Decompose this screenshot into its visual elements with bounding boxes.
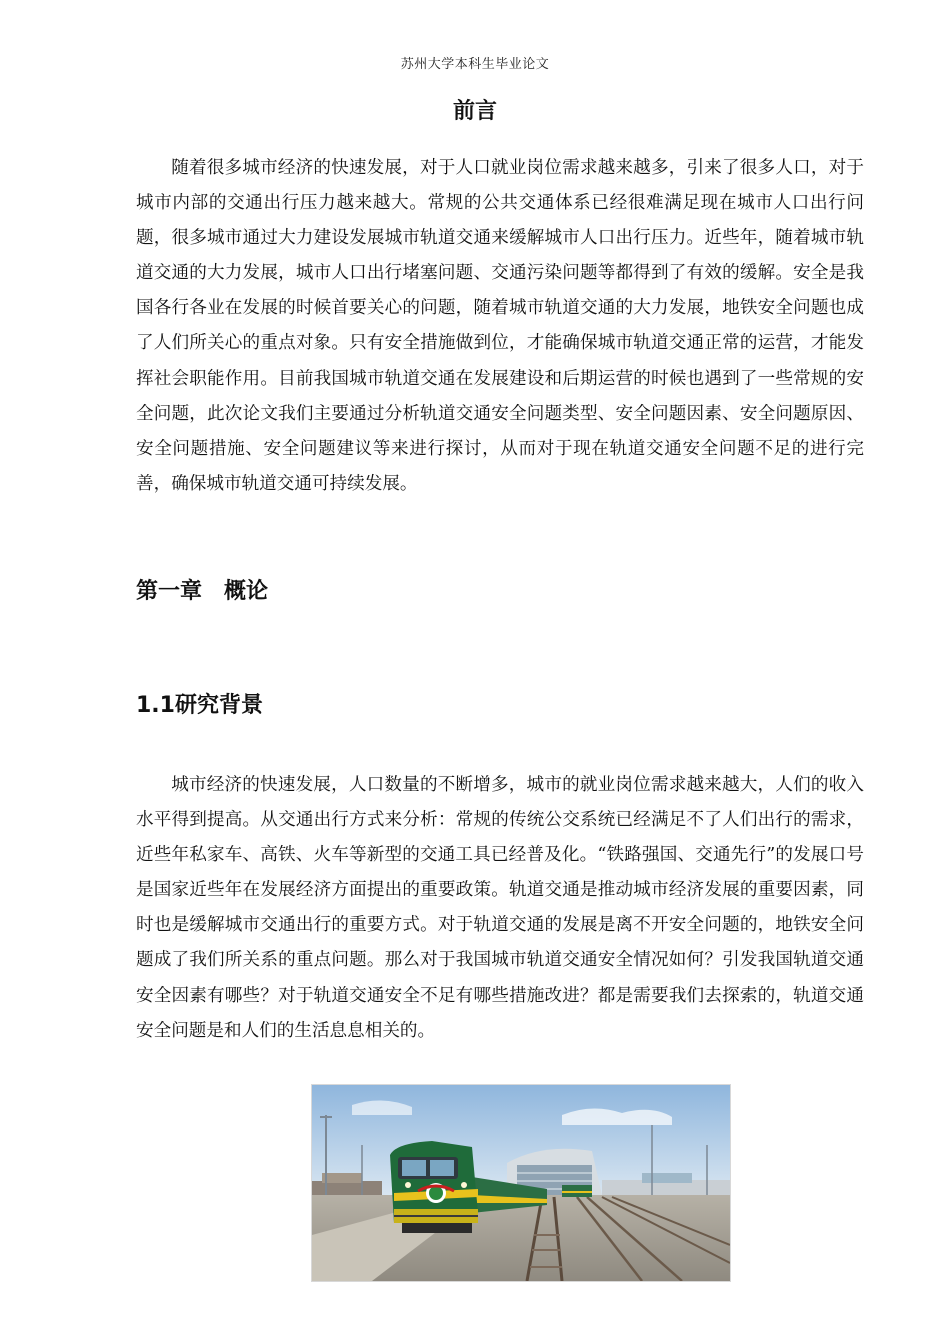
preface-title: 前言 (452, 99, 497, 124)
train-photo (311, 1084, 731, 1282)
running-header: 苏州大学本科生毕业论文 (400, 57, 550, 72)
chapter-title: 第一章 概论 (136, 579, 269, 604)
section-title: 1.1研究背景 (136, 693, 263, 718)
preface-paragraph: 随着很多城市经济的快速发展，对于人口就业岗位需求越来越多，引来了很多人口，对于城市内部的交通出行压力越来越大。常规的公共交通体系已经很难满足现在城市人口出行问题，很多城市通过大力建设发展城市轨道交通来缓解城市人口出行压力。近些年，随着城市轨道交通的大力发展，城市人口出行堵塞问题、交通污染问题等都得到了有效的缓解。安全是我国各行各业在发展的时候首要关心的问题，随着城市轨道交通的大力发展，地铁安全问题也成了人们所关心的重点对象。只有安全措施做到位，才能确保城市轨道交通正常的运营，才能发挥社会职能作用。目前我国城市轨道交通在发展建设和后期运营的时候也遇到了一些常规的安全问题，此次论文我们主要通过分析轨道交通安全问题类型、安全问题因素、安全问题原因、安全问题措施、安全问题建议等来进行探讨，从而对于现在轨道交通安全问题不足的进行完善，确保城市轨道交通可持续发展。 (136, 158, 864, 494)
train-photo-illustration (312, 1085, 730, 1281)
background-paragraph: 城市经济的快速发展，人口数量的不断增多，城市的就业岗位需求越来越大，人们的收入水平得到提高。从交通出行方式来分析：常规的传统公交系统已经满足不了人们出行的需求，近些年私家车、高铁、火车等新型的交通工具已经普及化。“铁路强国、交通先行”的发展口号是国家近些年在发展经济方面提出的重要政策。轨道交通是推动城市经济发展的重要因素，同时也是缓解城市交通出行的重要方式。对于轨道交通的发展是离不开安全问题的，地铁安全问题成了我们所关系的重点问题。那么对于我国城市轨道交通安全情况如何？引发我国轨道交通安全因素有哪些？对于轨道交通安全不足有哪些措施改进？都是需要我们去探索的，轨道交通安全问题是和人们的生活息息相关的。 (136, 775, 864, 1041)
